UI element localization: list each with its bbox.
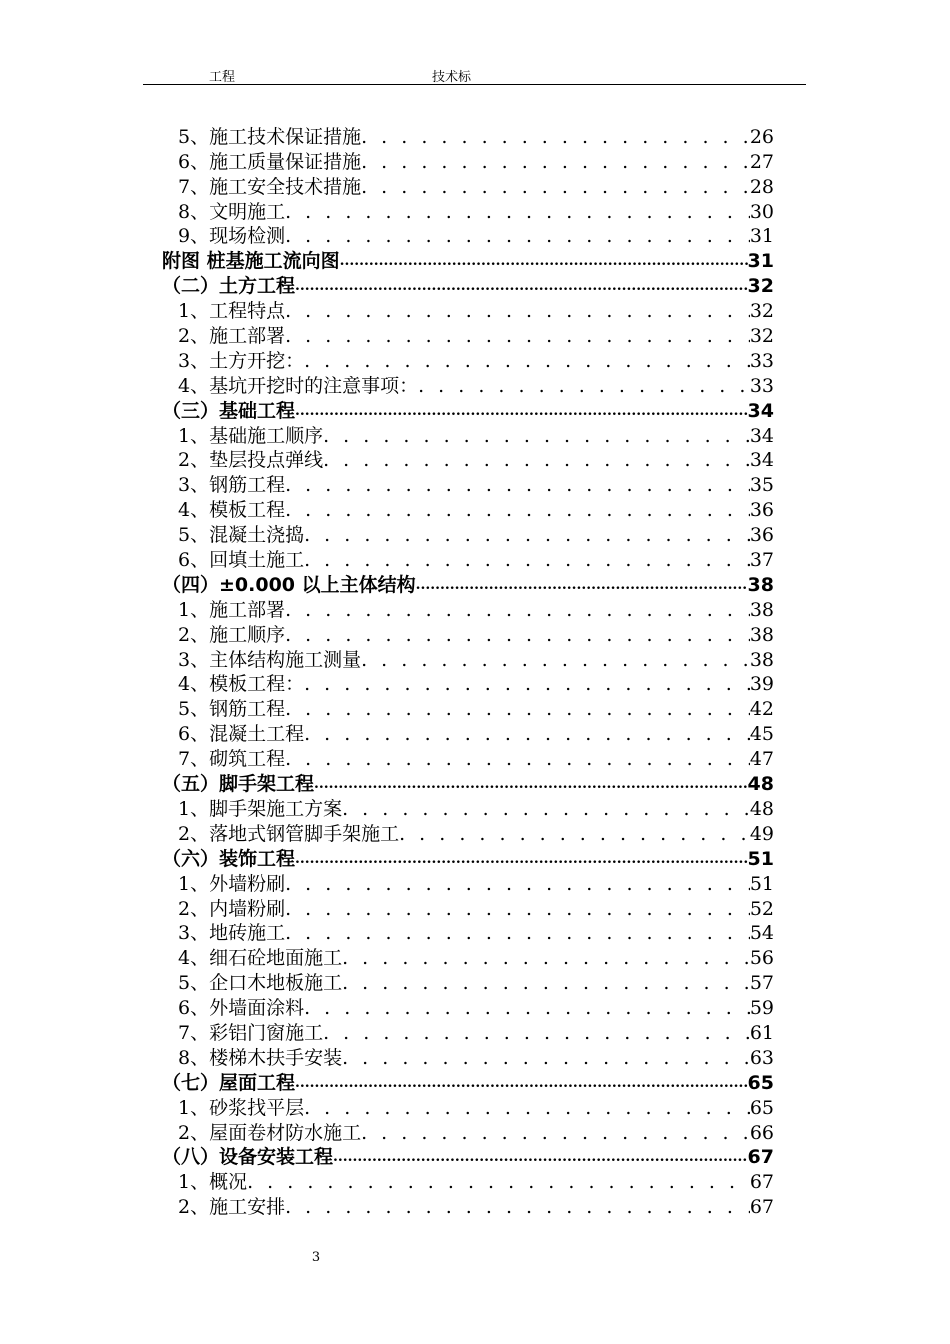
toc-entry-page: 67: [747, 1146, 774, 1169]
toc-entry[interactable]: [162, 871, 774, 896]
toc-entry-page: 54: [749, 922, 774, 945]
dot-leader: [304, 548, 750, 572]
dot-leader: [416, 573, 748, 597]
toc-entry-title: 1、脚手架施工方案: [178, 797, 343, 820]
toc-entry-title: 7、彩铝门窗施工: [178, 1021, 324, 1044]
toc-entry[interactable]: [162, 796, 774, 821]
dot-leader: [295, 274, 748, 298]
toc-entry[interactable]: [162, 672, 774, 697]
dot-leader: [342, 1046, 750, 1070]
toc-entry-title: （五）脚手架工程: [162, 773, 315, 796]
toc-entry[interactable]: [162, 199, 774, 224]
toc-entry[interactable]: [162, 1169, 774, 1194]
dot-leader: [285, 623, 750, 647]
toc-entry-title: 4、基坑开挖时的注意事项：: [178, 374, 419, 397]
toc-section-entry[interactable]: [162, 771, 774, 796]
toc-section-entry[interactable]: [162, 846, 774, 871]
dot-leader: [399, 822, 750, 846]
dot-leader: [247, 1170, 750, 1194]
toc-entry-page: 56: [749, 947, 774, 970]
dot-leader: [314, 772, 748, 796]
toc-entry-title: 2、落地式钢管脚手架施工: [178, 822, 400, 845]
toc-entry[interactable]: [162, 522, 774, 547]
toc-entry-title: 1、工程特点: [178, 300, 286, 323]
toc-entry-page: 32: [749, 300, 774, 323]
toc-entry-title: 1、基础施工顺序: [178, 424, 324, 447]
toc-entry[interactable]: [162, 448, 774, 473]
toc-entry-page: 38: [749, 623, 774, 646]
dot-leader: [304, 996, 750, 1020]
toc-entry-page: 35: [749, 474, 774, 497]
toc-entry-page: 42: [749, 698, 774, 721]
toc-entry-title: 7、砌筑工程: [178, 748, 286, 771]
dot-leader: [295, 1071, 748, 1095]
toc-entry-page: 27: [749, 150, 774, 173]
toc-entry-page: 47: [749, 748, 774, 771]
toc-section-entry[interactable]: [162, 398, 774, 423]
dot-leader: [285, 872, 750, 896]
toc-entry-page: 38: [747, 573, 774, 596]
dot-leader: [285, 324, 750, 348]
toc-entry-page: 65: [749, 1096, 774, 1119]
toc-entry[interactable]: [162, 1095, 774, 1120]
toc-entry[interactable]: [162, 149, 774, 174]
toc-entry-title: 8、楼梯木扶手安装: [178, 1046, 343, 1069]
toc-entry[interactable]: [162, 497, 774, 522]
toc-entry-page: 33: [749, 374, 774, 397]
toc-entry[interactable]: [162, 721, 774, 746]
dot-leader: [361, 648, 750, 672]
header-title: 技术标: [432, 70, 472, 85]
dot-leader: [361, 125, 750, 149]
dot-leader: [285, 473, 750, 497]
dot-leader: [285, 200, 750, 224]
toc-entry[interactable]: [162, 896, 774, 921]
toc-entry[interactable]: [162, 746, 774, 771]
toc-entry[interactable]: [162, 547, 774, 572]
toc-section-entry[interactable]: [162, 1145, 774, 1170]
toc-entry-title: 1、砂浆找平层: [178, 1096, 305, 1119]
toc-entry-page: 37: [749, 549, 774, 572]
toc-entry-page: 30: [749, 200, 774, 223]
dot-leader: [285, 747, 750, 771]
toc-entry[interactable]: [162, 647, 774, 672]
page-number: 3: [311, 1250, 321, 1265]
toc-section-entry[interactable]: [162, 248, 774, 273]
toc-entry-title: （二）土方工程: [162, 275, 296, 298]
toc-entry-page: 36: [749, 524, 774, 547]
dot-leader: [285, 921, 750, 945]
toc-entry-page: 31: [749, 225, 774, 248]
toc-entry-title: 4、模板工程: [178, 499, 286, 522]
dot-leader: [285, 498, 750, 522]
toc-entry[interactable]: [162, 696, 774, 721]
toc-entry-title: 3、钢筋工程: [178, 474, 286, 497]
toc-entry-page: 45: [749, 723, 774, 746]
toc-entry-page: 67: [749, 1171, 774, 1194]
toc-entry-page: 32: [747, 275, 774, 298]
toc-entry[interactable]: [162, 348, 774, 373]
toc-entry-title: （七）屋面工程: [162, 1071, 296, 1094]
toc-entry-title: 2、垫层投点弹线: [178, 449, 324, 472]
toc-entry-page: 28: [749, 175, 774, 198]
toc-entry-page: 34: [749, 449, 774, 472]
toc-entry-title: 9、现场检测: [178, 225, 286, 248]
toc-entry-page: 67: [749, 1196, 774, 1219]
toc-entry[interactable]: [162, 373, 774, 398]
dot-leader: [304, 1096, 750, 1120]
toc-entry-title: 2、施工部署: [178, 325, 286, 348]
toc-section-entry[interactable]: [162, 1070, 774, 1095]
toc-entry-page: 39: [749, 673, 774, 696]
toc-entry-page: 34: [749, 424, 774, 447]
dot-leader: [342, 797, 750, 821]
toc-entry[interactable]: [162, 995, 774, 1020]
dot-leader: [285, 299, 750, 323]
toc-entry-title: 3、主体结构施工测量: [178, 648, 362, 671]
toc-entry-title: 8、文明施工: [178, 200, 286, 223]
toc-entry-page: 34: [747, 399, 774, 422]
toc-entry-title: 1、概况: [178, 1171, 248, 1194]
dot-leader: [323, 448, 750, 472]
toc-entry-title: 5、施工技术保证措施: [178, 125, 362, 148]
toc-entry-title: 5、混凝土浇捣: [178, 524, 305, 547]
toc-entry-title: 2、施工顺序: [178, 623, 286, 646]
toc-entry[interactable]: [162, 1020, 774, 1045]
toc-entry-page: 48: [747, 773, 774, 796]
toc-entry-page: 65: [747, 1071, 774, 1094]
toc-entry-title: 2、施工安排: [178, 1196, 286, 1219]
dot-leader: [304, 349, 750, 373]
dot-leader: [418, 374, 750, 398]
toc-entry-page: 48: [749, 797, 774, 820]
toc-entry-title: 2、内墙粉刷: [178, 897, 286, 920]
toc-entry-title: 6、混凝土工程: [178, 723, 305, 746]
toc-entry-title: 附图 桩基施工流向图: [162, 250, 340, 273]
dot-leader: [340, 249, 748, 273]
toc-entry-title: 6、外墙面涂料: [178, 997, 305, 1020]
toc-entry-page: 63: [749, 1046, 774, 1069]
dot-leader: [323, 424, 750, 448]
dot-leader: [304, 672, 750, 696]
toc-entry[interactable]: [162, 622, 774, 647]
dot-leader: [361, 175, 750, 199]
toc-entry-title: 2、屋面卷材防水施工: [178, 1121, 362, 1144]
toc-entry-title: 1、外墙粉刷: [178, 872, 286, 895]
toc-entry[interactable]: [162, 921, 774, 946]
toc-entry-page: 33: [749, 349, 774, 372]
dot-leader: [285, 224, 750, 248]
toc-section-entry[interactable]: [162, 273, 774, 298]
toc-entry-title: 3、地砖施工: [178, 922, 286, 945]
toc-entry-page: 49: [749, 822, 774, 845]
dot-leader: [285, 1195, 750, 1219]
toc-entry[interactable]: [162, 1194, 774, 1219]
toc-entry-page: 36: [749, 499, 774, 522]
toc-entry-title: 4、模板工程：: [178, 673, 305, 696]
toc-entry-page: 61: [749, 1021, 774, 1044]
dot-leader: [295, 847, 748, 871]
toc-entry-page: 51: [749, 872, 774, 895]
toc-entry-title: 5、企口木地板施工: [178, 972, 343, 995]
toc-entry[interactable]: [162, 124, 774, 149]
toc-entry[interactable]: [162, 174, 774, 199]
toc-entry-title: 1、施工部署: [178, 598, 286, 621]
dot-leader: [361, 150, 750, 174]
toc-entry[interactable]: [162, 945, 774, 970]
dot-leader: [304, 722, 750, 746]
toc-entry-title: （八）设备安装工程: [162, 1146, 334, 1169]
toc-entry-page: 31: [747, 250, 774, 273]
dot-leader: [295, 399, 748, 423]
toc-entry-title: 3、土方开挖：: [178, 349, 305, 372]
toc-entry-title: 7、施工安全技术措施: [178, 175, 362, 198]
toc-entry-page: 26: [749, 125, 774, 148]
toc-section-entry[interactable]: [162, 572, 774, 597]
table-of-contents: [162, 124, 774, 1219]
dot-leader: [304, 523, 750, 547]
toc-entry-title: （六）装饰工程: [162, 847, 296, 870]
toc-entry[interactable]: [162, 323, 774, 348]
toc-entry-title: 5、钢筋工程: [178, 698, 286, 721]
toc-entry-page: 38: [749, 598, 774, 621]
toc-entry[interactable]: [162, 298, 774, 323]
toc-entry-page: 59: [749, 997, 774, 1020]
header-left-text: 工程: [209, 70, 236, 85]
page-header: [143, 62, 806, 85]
toc-entry[interactable]: [162, 821, 774, 846]
toc-entry[interactable]: [162, 1045, 774, 1070]
toc-entry-page: 66: [749, 1121, 774, 1144]
toc-entry-page: 32: [749, 325, 774, 348]
toc-entry[interactable]: [162, 1120, 774, 1145]
toc-entry-title: 6、施工质量保证措施: [178, 150, 362, 173]
dot-leader: [323, 1021, 750, 1045]
toc-entry-title: 4、细石砼地面施工: [178, 947, 343, 970]
toc-entry-page: 51: [747, 847, 774, 870]
toc-entry-page: 38: [749, 648, 774, 671]
dot-leader: [285, 897, 750, 921]
toc-entry[interactable]: [162, 224, 774, 249]
toc-entry-page: 52: [749, 897, 774, 920]
dot-leader: [285, 598, 750, 622]
dot-leader: [342, 971, 750, 995]
toc-entry[interactable]: [162, 970, 774, 995]
toc-entry-title: 6、回填土施工: [178, 549, 305, 572]
dot-leader: [342, 946, 750, 970]
toc-entry[interactable]: [162, 472, 774, 497]
dot-leader: [333, 1145, 748, 1169]
dot-leader: [285, 697, 750, 721]
dot-leader: [361, 1121, 750, 1145]
toc-entry[interactable]: [162, 597, 774, 622]
toc-entry-title: （四）±0.000 以上主体结构: [162, 573, 416, 596]
toc-entry-page: 57: [749, 972, 774, 995]
toc-entry[interactable]: [162, 423, 774, 448]
toc-entry-title: （三）基础工程: [162, 399, 296, 422]
